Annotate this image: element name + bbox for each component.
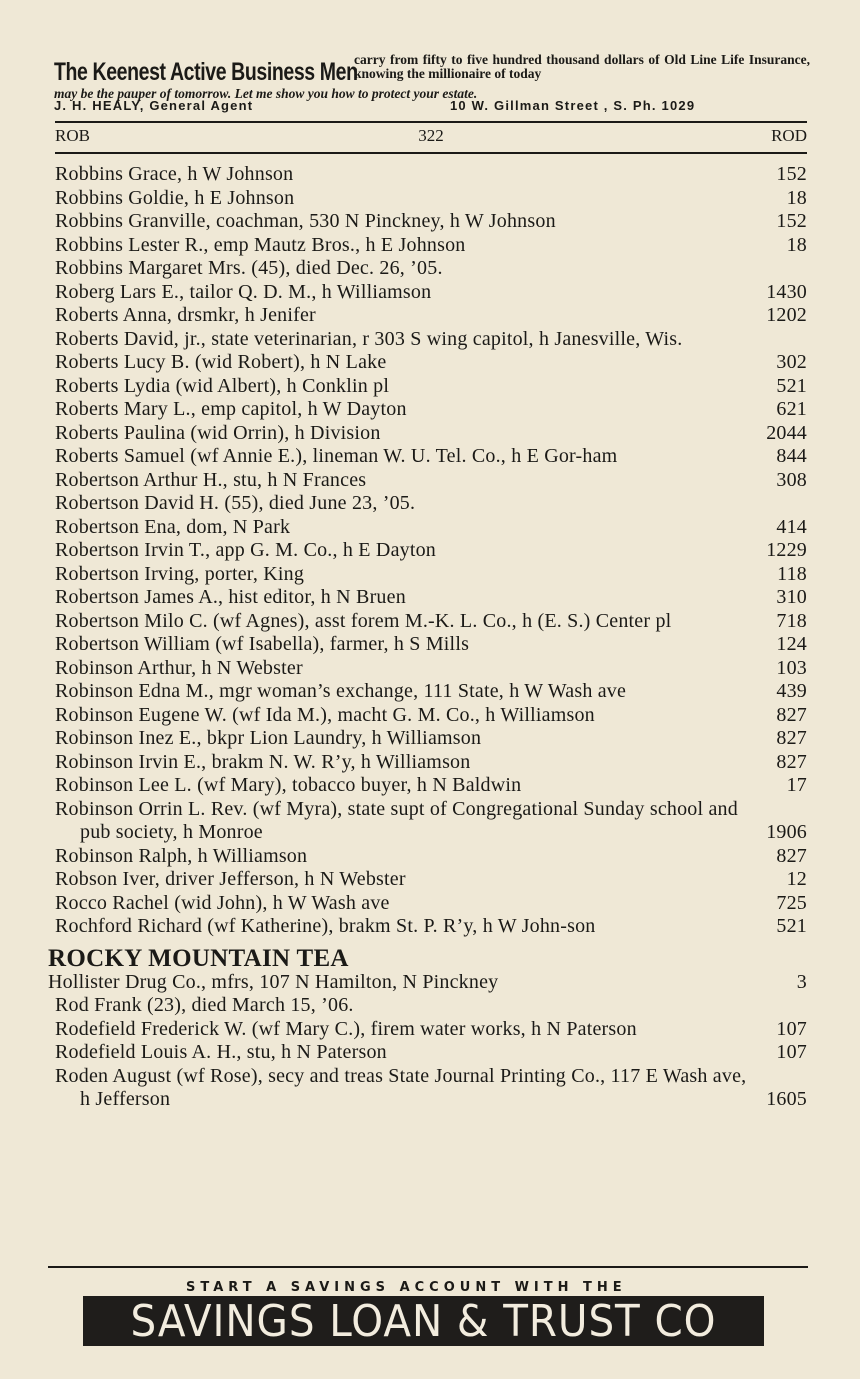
entry-number: 308 [776,468,807,491]
entry-text: Hollister Drug Co., mfrs, 107 N Hamilton, N Pinckney [48,970,499,993]
list-item [55,492,807,516]
entry-text: Roberts David, jr., state veterinarian, r 303 S wing capitol, h Janesville, Wis. [55,327,683,350]
entry-number: 107 [776,1017,807,1040]
entry-text: Rodefield Louis A. H., stu, h N Paterson [55,1041,387,1063]
entry-text: Robson Iver, driver Jefferson, h N Webster [55,868,406,890]
entry-number: 103 [776,656,807,679]
entry-number: 152 [776,163,807,185]
entry-number: 17 [786,774,807,796]
entry-text: Robinson Lee L. (wf Mary), tobacco buyer, h N Baldwin [55,774,522,796]
entry-text: Roberg Lars E., tailor Q. D. M., h Williamson [55,280,432,303]
entry-text: Robinson Arthur, h N Webster [55,656,303,679]
list-item [55,539,807,563]
list-item [55,210,807,234]
entry-text: Roden August (wf Rose), secy and treas State Journal Printing Co., 117 E Wash ave, h Jefferson [55,1064,747,1110]
entry-text: Robinson Edna M., mgr woman’s exchange, 111 State, h W Wash ave [55,680,627,702]
list-item [55,257,807,281]
entry-text: Robinson Orrin L. Rev. (wf Myra), state supt of Congregational Sunday school and pub society, h Monroe [55,797,738,843]
entry-text: Roberts Paulina (wid Orrin), h Division [55,421,381,444]
list-item [55,633,807,657]
top-advertisement [54,52,814,116]
list-item [55,915,807,939]
list-item [55,845,807,869]
entry-number: 827 [776,703,807,726]
entry-number: 12 [786,868,807,890]
ad-agent-address: 10 W. Gillman Street , S. Ph. 1029 [450,98,696,113]
entry-number: 521 [776,374,807,397]
entry-number: 827 [776,750,807,773]
list-item [55,680,807,704]
bottom-advertisement [83,1296,764,1346]
list-item [55,281,807,305]
entry-text: Robertson William (wf Isabella), farmer, h S Mills [55,633,470,655]
list-item [55,798,807,845]
list-item [55,422,807,446]
entry-number: 152 [776,210,807,232]
entry-number: 18 [786,186,807,209]
entry-text: Robbins Margaret Mrs. (45), died Dec. 26, ’05. [55,257,443,279]
entry-number: 3 [796,970,807,993]
entry-number: 118 [777,562,807,585]
entry-text: Robinson Irvin E., brakm N. W. R’y, h Williamson [55,750,471,773]
list-item [55,774,807,798]
entry-text: Roberts Samuel (wf Annie E.), lineman W. U. Tel. Co., h E Gor-ham [55,445,618,467]
entry-text: Robertson James A., hist editor, h N Bruen [55,586,406,608]
list-item [55,516,807,540]
entry-number: 1906 [766,821,807,843]
entry-number: 310 [776,586,807,608]
entry-text: Robertson Ena, dom, N Park [55,515,291,538]
entry-text: Rodefield Frederick W. (wf Mary C.), firem water works, h N Paterson [55,1017,637,1040]
ad-tagline-continued: may be the pauper of tomorrow. Let me show you how to protect your estate. [54,86,478,101]
entry-text: Robbins Granville, coachman, 530 N Pinckney, h W Johnson [55,210,556,232]
list-item [55,398,807,422]
list-item [55,1041,807,1065]
entry-text: Robertson Irvin T., app G. M. Co., h E Dayton [55,539,437,561]
list-item [55,704,807,728]
list-item [55,994,807,1018]
entry-text: Robertson Milo C. (wf Agnes), asst forem M.-K. L. Co., h (E. S.) Center pl [55,609,672,632]
list-item [55,234,807,258]
list-item [55,469,807,493]
entry-text: Rocco Rachel (wid John), h W Wash ave [55,891,390,914]
entry-text: Roberts Anna, drsmkr, h Jenifer [55,304,316,326]
section-heading: ROCKY MOUNTAIN TEA [48,944,349,972]
list-item [55,751,807,775]
entry-text: Robertson Irving, porter, King [55,562,305,585]
ad-agent-name: J. H. HEALY, General Agent [54,98,254,113]
entry-text: Robertson Arthur H., stu, h N Frances [55,468,367,491]
list-item [55,351,807,375]
entry-number: 844 [776,445,807,467]
list-item [55,563,807,587]
footer-rule [48,1266,808,1268]
list-item [55,868,807,892]
entry-number: 18 [786,233,807,256]
entry-number: 302 [776,351,807,373]
entry-text: Rochford Richard (wf Katherine), brakm St. P. R’y, h W John-son [55,915,596,937]
entry-text: Robinson Eugene W. (wf Ida M.), macht G. M. Co., h Williamson [55,703,595,726]
directory-listing [48,163,807,1112]
list-item [55,445,807,469]
entry-number: 439 [776,680,807,702]
running-head-left: ROB [55,126,90,145]
list-item [55,304,807,328]
entry-number: 621 [776,398,807,420]
ad-tagline: carry from fifty to five hundred thousand dollars of Old Line Life Insurance, knowing the millionaire of today [354,52,810,81]
ad-headline: The Keenest Active Business Men [54,58,358,86]
list-item [55,892,807,916]
entry-number: 1202 [766,304,807,326]
list-item [55,1018,807,1042]
list-item [55,1065,807,1112]
list-item [55,187,807,211]
entry-text: Robinson Ralph, h Williamson [55,844,308,867]
entry-number: 827 [776,727,807,749]
entry-text: Roberts Lucy B. (wid Robert), h N Lake [55,351,387,373]
entry-number: 124 [776,633,807,655]
entry-number: 107 [776,1041,807,1063]
entry-text: Robbins Lester R., emp Mautz Bros., h E Johnson [55,233,466,256]
entry-number: 1430 [766,280,807,303]
entry-number: 521 [776,915,807,937]
entry-number: 1229 [766,539,807,561]
list-item [55,328,807,352]
entry-text: Robbins Grace, h W Johnson [55,163,294,185]
header-rule [55,121,807,123]
list-item [55,586,807,610]
list-item [48,970,807,995]
running-head-right: ROD [771,126,807,145]
running-head-rule [55,152,807,154]
entry-number: 414 [776,515,807,538]
list-item [55,610,807,634]
entry-number: 725 [776,891,807,914]
running-head [55,126,807,148]
bank-name: SAVINGS LOAN & TRUST CO [130,1295,717,1347]
entry-number: 827 [776,844,807,867]
list-item [55,727,807,751]
entry-text: Robbins Goldie, h E Johnson [55,186,295,209]
entry-text: Roberts Mary L., emp capitol, h W Dayton [55,398,407,420]
list-item [55,375,807,399]
entry-number: 1605 [766,1088,807,1110]
list-item [55,163,807,187]
bottom-ad-tagline: START A SAVINGS ACCOUNT WITH THE [186,1280,627,1295]
entry-text: Robertson David H. (55), died June 23, ’05. [55,492,416,514]
entry-number: 718 [776,609,807,632]
list-item [55,657,807,681]
entry-text: Roberts Lydia (wid Albert), h Conklin pl [55,374,390,397]
entry-text: Robinson Inez E., bkpr Lion Laundry, h Williamson [55,727,482,749]
page-number: 322 [418,126,444,145]
entry-number: 2044 [766,421,807,444]
entry-text: Rod Frank (23), died March 15, ’06. [55,994,354,1016]
